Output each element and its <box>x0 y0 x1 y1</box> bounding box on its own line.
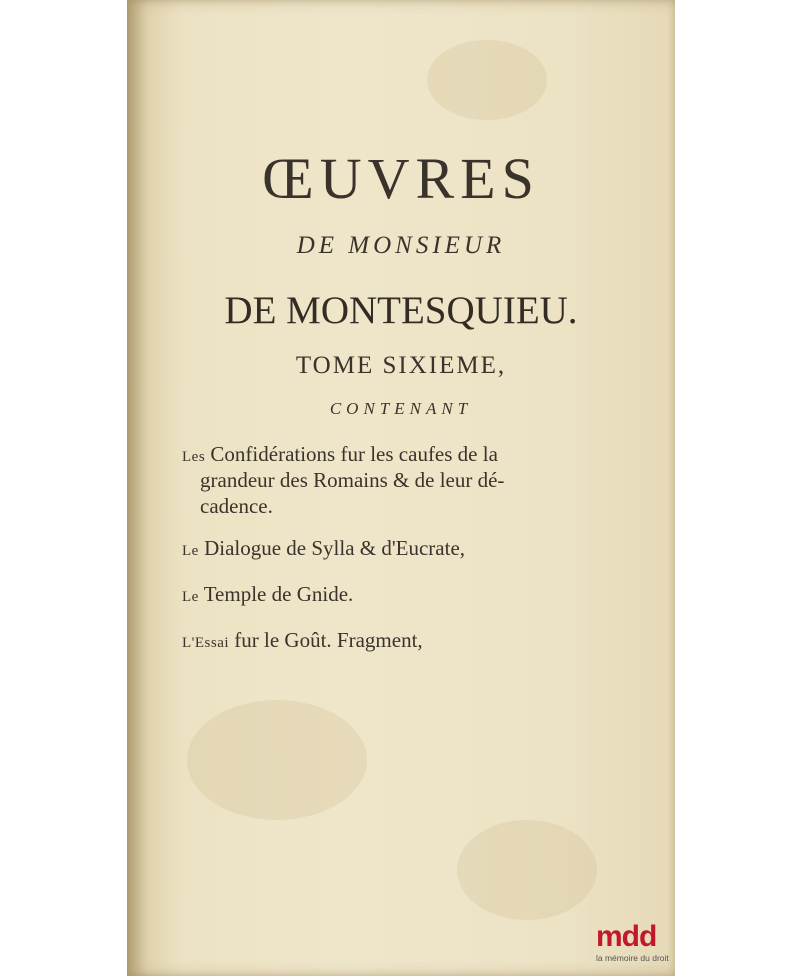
volume-number: TOME SIXIEME, <box>295 352 507 379</box>
logo-mark: mdd <box>596 920 657 953</box>
entry-lead: Le <box>182 543 199 559</box>
entry-lead: L'Essai <box>182 635 230 651</box>
author-name: DE MONTESQUIEU. <box>224 289 578 332</box>
contents-heading: CONTENANT <box>329 399 473 418</box>
book-title: ŒUVRES <box>262 146 540 211</box>
paper-stain <box>187 700 367 820</box>
entry-lead: Le <box>182 589 199 605</box>
contents-entry <box>182 444 498 465</box>
paper-stain <box>457 820 597 920</box>
contents-entry-continuation: cadence. <box>200 494 273 518</box>
entry-text: Temple de Gnide. <box>198 582 354 606</box>
paper-stain <box>427 40 547 120</box>
watermark-logo <box>596 922 676 972</box>
book-subtitle: DE MONSIEUR <box>296 232 506 259</box>
contents-entry <box>182 538 465 559</box>
contents-entry <box>182 584 353 605</box>
entry-text: fur le Goût. Fragment, <box>229 628 423 652</box>
logo-tagline: la mémoire du droit <box>596 953 669 963</box>
contents-entry <box>182 630 423 651</box>
contents-entry-continuation: grandeur des Romains & de leur dé- <box>200 468 505 492</box>
entry-text: Confidérations fur les caufes de la <box>205 442 498 466</box>
entry-lead: Les <box>182 449 206 465</box>
entry-text: Dialogue de Sylla & d'Eucrate, <box>198 536 466 560</box>
